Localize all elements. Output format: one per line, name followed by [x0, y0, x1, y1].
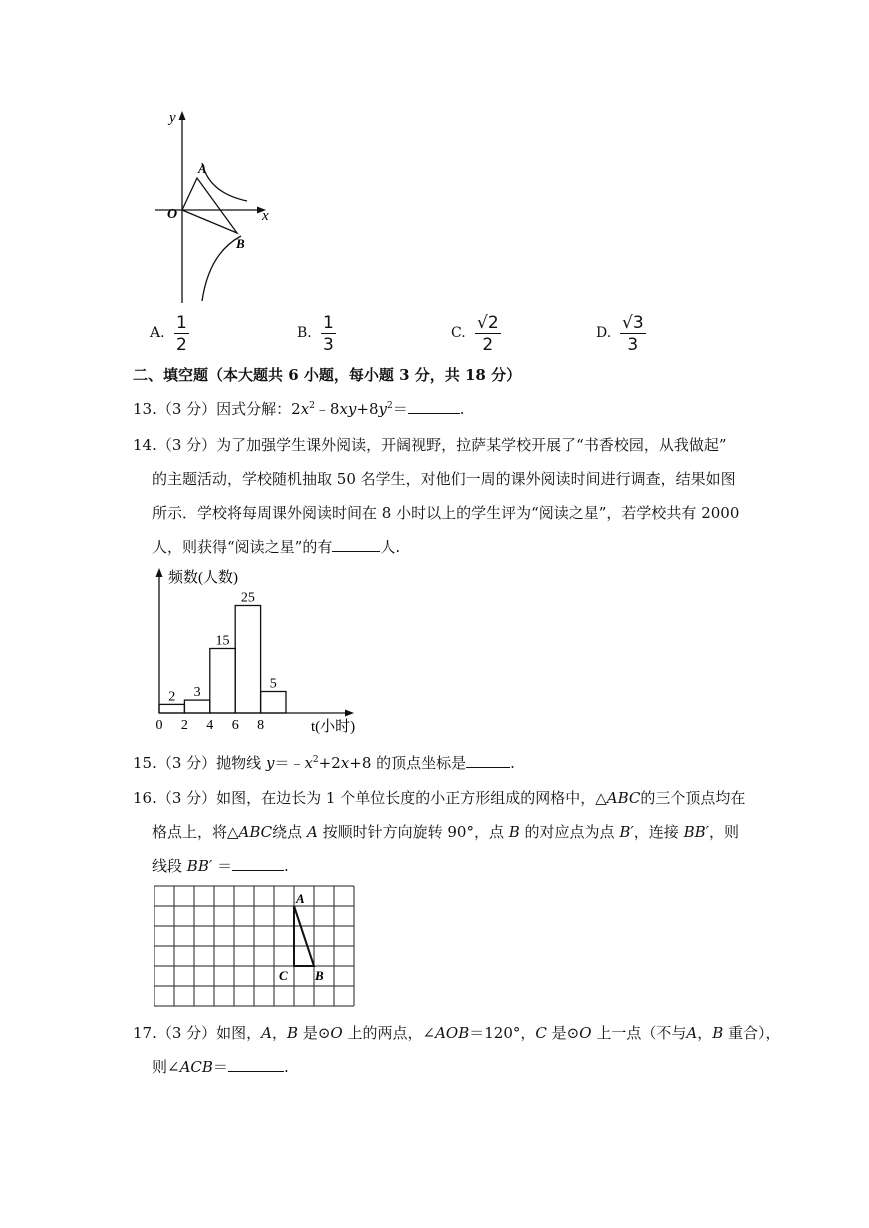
- point-b-label: B: [236, 236, 245, 251]
- triangle-oab: [182, 178, 237, 233]
- q14-line1: 14.（3 分）为了加强学生课外阅读，开阔视野，拉萨某学校开展了“书香校园，从我做起”: [133, 436, 727, 454]
- option-a-fraction: $\frac{1}{2}$: [176, 313, 187, 355]
- x-tick-label: 0: [155, 718, 163, 733]
- q14-line3: 所示．学校将每周课外阅读时间在 8 小时以上的学生评为“阅读之星”，若学校共有 2000: [152, 504, 740, 522]
- x-tick-label: 8: [257, 718, 265, 733]
- grid-label-a: A: [296, 891, 305, 906]
- grid-label-c: C: [279, 968, 288, 983]
- bar-value-label: 25: [240, 590, 255, 606]
- histogram-bar: [261, 692, 286, 714]
- option-c-fraction: $\frac{√2}{2}$: [477, 313, 499, 355]
- q17-line2: 则∠ACB＝ .: [152, 1058, 289, 1076]
- q13: 13.（3 分）因式分解：$2x^2﹣8xy+8y^2=$ .: [133, 400, 465, 418]
- histogram-bar: [210, 649, 235, 714]
- chart-y-arrow: [156, 568, 163, 577]
- bar-value-label: 5: [269, 676, 277, 692]
- bar-value-label: 15: [215, 633, 230, 649]
- histogram-bar: [159, 704, 184, 713]
- q16-line3: 线段 BB′ ＝ .: [152, 857, 289, 875]
- q16-grid-figure: [154, 885, 358, 1011]
- option-d-fraction: $\frac{√3}{3}$: [622, 313, 644, 355]
- chart-x-label: t(小时): [311, 719, 356, 735]
- x-tick-label: 4: [206, 718, 214, 733]
- q13-answer-blank[interactable]: [408, 398, 460, 414]
- section-title: 二、填空题（本大题共 6 小题，每小题 3 分，共 18 分）: [133, 366, 522, 384]
- q16-line2: 格点上，将△ABC绕点 A 按顺时针方向旋转 90°，点 B 的对应点为点 B′，连接 BB′，则: [152, 823, 740, 841]
- bar-value-label: 3: [193, 685, 201, 701]
- q17-answer-blank[interactable]: [228, 1056, 284, 1072]
- histogram-bar: [184, 700, 209, 713]
- q17-line1: 17.（3 分）如图，A，B 是⊙O 上的两点，∠AOB＝120°，C 是⊙O 上一点（不与A，B 重合），: [133, 1024, 781, 1042]
- q16-answer-blank[interactable]: [232, 855, 284, 871]
- chart-x-arrow: [345, 710, 354, 717]
- bar-value-label: 2: [168, 689, 176, 705]
- y-label: y: [169, 110, 176, 126]
- histogram-bar: [235, 606, 260, 714]
- q14-line4: 人，则获得“阅读之星”的有 人.: [152, 538, 401, 556]
- x-tick-label: 6: [231, 718, 239, 733]
- point-a-label: A: [198, 161, 207, 176]
- q14-line2: 的主题活动，学校随机抽取 50 名学生，对他们一周的课外阅读时间进行调查，结果如图: [152, 470, 736, 488]
- q15: 15.（3 分）抛物线 $y=﹣x^2+2x+8$ 的顶点坐标是 .: [133, 754, 515, 772]
- histogram-chart: [148, 563, 368, 741]
- option-b-fraction: $\frac{1}{3}$: [323, 313, 334, 355]
- x-label: x: [262, 208, 269, 224]
- hyperbola-upper: [202, 163, 247, 201]
- x-tick-label: 2: [180, 718, 188, 733]
- q14-answer-blank[interactable]: [332, 536, 380, 552]
- y-axis-arrow: [179, 111, 186, 120]
- q12-figure: [145, 105, 285, 305]
- triangle-abc: [294, 906, 314, 966]
- grid-label-b: B: [315, 968, 324, 983]
- q16-line1: 16.（3 分）如图，在边长为 1 个单位长度的小正方形组成的网格中，△ABC的三个顶点均在: [133, 789, 746, 807]
- origin-label: O: [167, 207, 178, 222]
- q15-answer-blank[interactable]: [466, 752, 510, 768]
- chart-y-label: 频数(人数): [168, 570, 238, 586]
